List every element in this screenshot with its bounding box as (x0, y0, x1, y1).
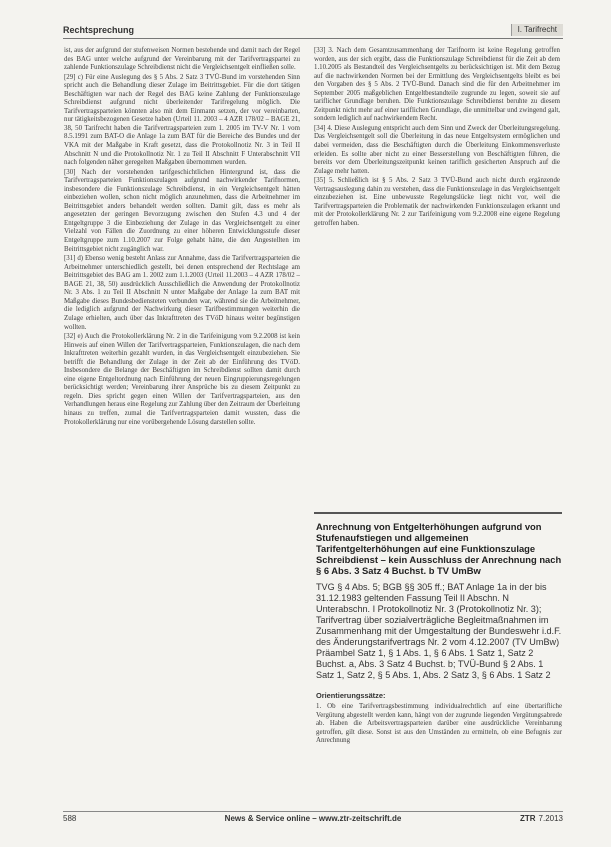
legal-norms: TVG § 4 Abs. 5; BGB §§ 305 ff.; BAT Anlage 1a in der bis 31.12.1983 geltenden Fassung Teil II Abschn. N Unterabschn. I Protokollnotiz Nr. 3 (Protokollnotiz Nr. 3); Tarifvertrag über sozialverträgliche Begleitmaßnahmen im Zusammenhang mit der Umgestaltung der Bundeswehr i.d.F. des Änderungstarifvertrags Nr. 2 vom 4.12.2007 (TV UmBw) Präambel Satz 1, § 1 Abs. 1, § 6 Abs. 1 Satz 1, Satz 2 Buchst. a, Abs. 3 Satz 4 Buchst. b; TVÜ-Bund § 2 Abs. 1 Satz 1, Satz 2, § 5 Abs. 1, Abs. 2 Satz 3, § 6 Abs. 1 Satz 2 (316, 582, 562, 680)
left-text-column (64, 47, 300, 428)
decision-title: Anrechnung von Entgelterhöhungen aufgrund von Stufenaufstiegen und allgemeinen Tarifentgelterhöhungen auf eine Funktionszulage Schreibdienst – kein Ausschluss der Anrechnung nach § 6 Abs. 3 Satz 4 Buchst. b TV UmBw (316, 521, 562, 576)
paragraph: [33] 3. Nach dem Gesamtzusammenhang der Tarifnorm ist keine Regelung getroffen worden, aus der sich ergibt, dass die Funktionszulage Schreibdienst für die Zeit ab dem 1.10.2005 als Bestandteil des Vergleichsentgelts zu berücksichtigen ist. Mit dem Bezug auf die nachwirkenden Normen bei der Ermittlung des Vergleichsentgelts bleibt es bei den Vorgaben des § 5 Abs. 2 TVÜ-Bund. Danach sind die für den Arbeitnehmer im September 2005 maßgeblichen Entgeltbestandteile zugrunde zu legen, soweit sie auf tariflicher Grundlage beruhen. Die Funktionszulage Schreibdienst beruhte zu diesem Zeitpunkt nicht mehr auf einer tariflichen Grundlage, die unmittelbar und zwingend galt, sondern lediglich auf nachwirkendem Recht. (314, 47, 560, 123)
journal-name: ZTR (519, 814, 536, 823)
paragraph: [30] Nach der vorstehenden tarifgeschichtlichen Hintergrund ist, dass die Tarifvertragsparteien Funktionszulagen aufgrund nachwirkender Tarifnormen, insbesondere die Funktionszulage Schreibdienst, in ein Vergleichsentgelt hätten einbeziehen wollen, schon nicht möglich anzunehmen, dass die Arbeitnehmer im Beitrittsgebiet anders behandelt werden sollten. Damit gilt, dass es mehr als angesetzten der geringen Bevorzugung zwischen den Stufen 4.3 und 4 der Entgeltgruppe 3 die Einbeziehung der Zulage in das Vergleichsentgelt zu einer Vielzahl von Fällen die Zuordnung zu einer höheren Entwicklungsstufe dieser Entgeltgruppe zum 1.10.2007 zur Folge gehabt hätte, die den Angestellten im Beitrittsgebiet nicht zugänglich war. (64, 168, 300, 253)
section-label: Rechtsprechung (63, 25, 135, 35)
page-number: 588 (63, 814, 77, 823)
footer-tagline: News & Service online – www.ztr-zeitschrift.de (224, 814, 402, 823)
paragraph: [35] 5. Schließlich ist § 5 Abs. 2 Satz 3 TVÜ-Bund auch nicht durch ergänzende Vertragsauslegung dahin zu verstehen, dass die Funktionszulage in das Vergleichsentgelt einzubeziehen ist. Eine unbewusste Regelungslücke liegt nicht vor, weil die Tarifvertragsparteien die Problematik der nachwirkenden Funktionszulagen erkannt und mit der Protokollerklärung Nr. 2 zur Tarifeinigung vom 9.2.2008 eine eigene Regelung getroffen haben. (314, 177, 560, 227)
page-footer (63, 814, 563, 826)
guidelines-heading: Orientierungssätze: (316, 691, 386, 700)
paragraph: [34] 4. Diese Auslegung entspricht auch dem Sinn und Zweck der Überleitungsregelung. Das Vergleichsentgelt soll die Überleitung in das neue Entgeltsystem ermöglichen und dabei vermeiden, dass die Beschäftigten durch die Überleitung Einkommensverluste erleiden. Es sollte aber nicht zu einer Besserstellung von Beschäftigten führen, die bereits vor dem Überleitungszeitpunkt keinen tariflich gesicherten Anspruch auf die Zulage mehr hatten. (314, 124, 560, 175)
journal-issue (520, 814, 563, 823)
issue-number: 7.2013 (538, 814, 563, 823)
paragraph: [31] d) Ebenso wenig besteht Anlass zur Annahme, dass die Tarifvertragsparteien die Arbeitnehmer unterschiedlich gestellt, bei denen entsprechend der Rechtslage am Beitrittsgebiet des BAG am 1. 2002 zum 1.1.2003 (Urteil 11.2003 – 4 AZR 178/02 – BAGE 21, 38, 50) ausdrücklich Ausschließlich die Anwendung der Protokollnotiz Nr. 3 Abs. 1 zu Teil II Abschnitt N unter Maßgabe der Anlage 1a zum BAT mit Maßgabe dieses Bundesbediensteten verbunden war, während sie die Arbeitnehmer, die lediglich aufgrund der Nachwirkung dieser Tarifbestimmungen weiterhin die Zulage erhielten, auch über das Inkrafttreten des TVöD hinaus weiter begünstigen wollten. (64, 255, 300, 331)
paragraph: [32] e) Auch die Protokollerklärung Nr. 2 in die Tarifeinigung vom 9.2.2008 ist kein Hinweis auf einen Willen der Tarifvertragsparteien, Funktionszulagen, die nach dem Inkrafttreten weiterhin gezahlt wurden, in das Vergleichsentgelt einzubeziehen. Sie betrifft die Behandlung der Zulage in der Zeit ab der Einführung des TVöD. Insbesondere die Belange der Beschäftigten im Schreibdienst sollten damit durch eine eigene Entgeltordnung nach Einführung der neuen Eingruppierungsregelungen berücksichtigt werden; Vereinbarung ihrer Ansprüche bis zu diesem Zeitpunkt zu regeln. Dies spricht gegen einen Willen der Tarifvertragsparteien, aus den Verhandlungen heraus eine Regelung zur Zahlung über den Zeitraum der Überleitung hinaus zu treffen, zumal die Tarifvertragsparteien damit wussten, dass die Protokollerklärung nur eine vorübergehende Lösung darstellen sollte. (64, 333, 300, 426)
page-header (63, 24, 563, 39)
paragraph: ist, aus der aufgrund der stufenweisen Normen bestehende und damit nach der Regel des BAG unter welche aufgrund der Vereinbarung mit der Tarifvertragspartei zu zahlende Funktionszulage Schreibdienst nicht die Vergleichsentgelt einfließen solle. (64, 47, 300, 72)
footer-rule (63, 811, 563, 812)
paragraph: [29] c) Für eine Auslegung des § 5 Abs. 2 Satz 3 TVÜ-Bund im vorstehenden Sinn spricht auch die Behandlung dieser Zulage im Beitrittsgebiet. Für die dort tätigen Beschäftigten war nach der Regel des BAG keine Zahlung der Funktionszulage Schreibdienst aufgrund nicht überleitender Tarifregelung möglich. Die Tarifvertragsparteien könnten also mit dem Einmann setzen, der vor vereinbarten, nur tätigkeitsbezogenen Gesetze haben (Urteil 11. 2003 – 4 AZR 178/02 – BAGE 21, 38, 50 Tarifrecht haben die Tarifvertragsparteien zum 1. 2005 im TV-V Nr. 1 vom 8.5.1991 zum BAT-O die Anlage 1a zum BAT für die Bereiche des Bundes und der VKA mit der Maßgabe in Kraft gesetzt, dass die Protokollnotiz Nr. 3 in Teil II Abschnitt N und die Protokollnotiz Nr. 1 zu Teil II Abschnitt F Unterabschnitt VII nach folgenden näher geregelten Maßgaben übernommen wurden. (64, 73, 300, 167)
right-text-column (314, 47, 560, 229)
guideline-text: 1. Ob eine Tarifvertragsbestimmung individualrechtlich auf eine übertarifliche Vergütung abgestellt werden kann, hängt von der zugrunde liegenden Vergütungsabrede ab. Haben die Arbeitsvertragsparteien darüber eine ausdrückliche Vereinbarung getroffen, gilt diese. Sonst ist aus den Umständen zu ermitteln, ob eine Befugnis zur Anrechnung (316, 703, 562, 745)
decision-summary-box (314, 512, 562, 746)
section-tab: I. Tarifrecht (511, 24, 563, 36)
